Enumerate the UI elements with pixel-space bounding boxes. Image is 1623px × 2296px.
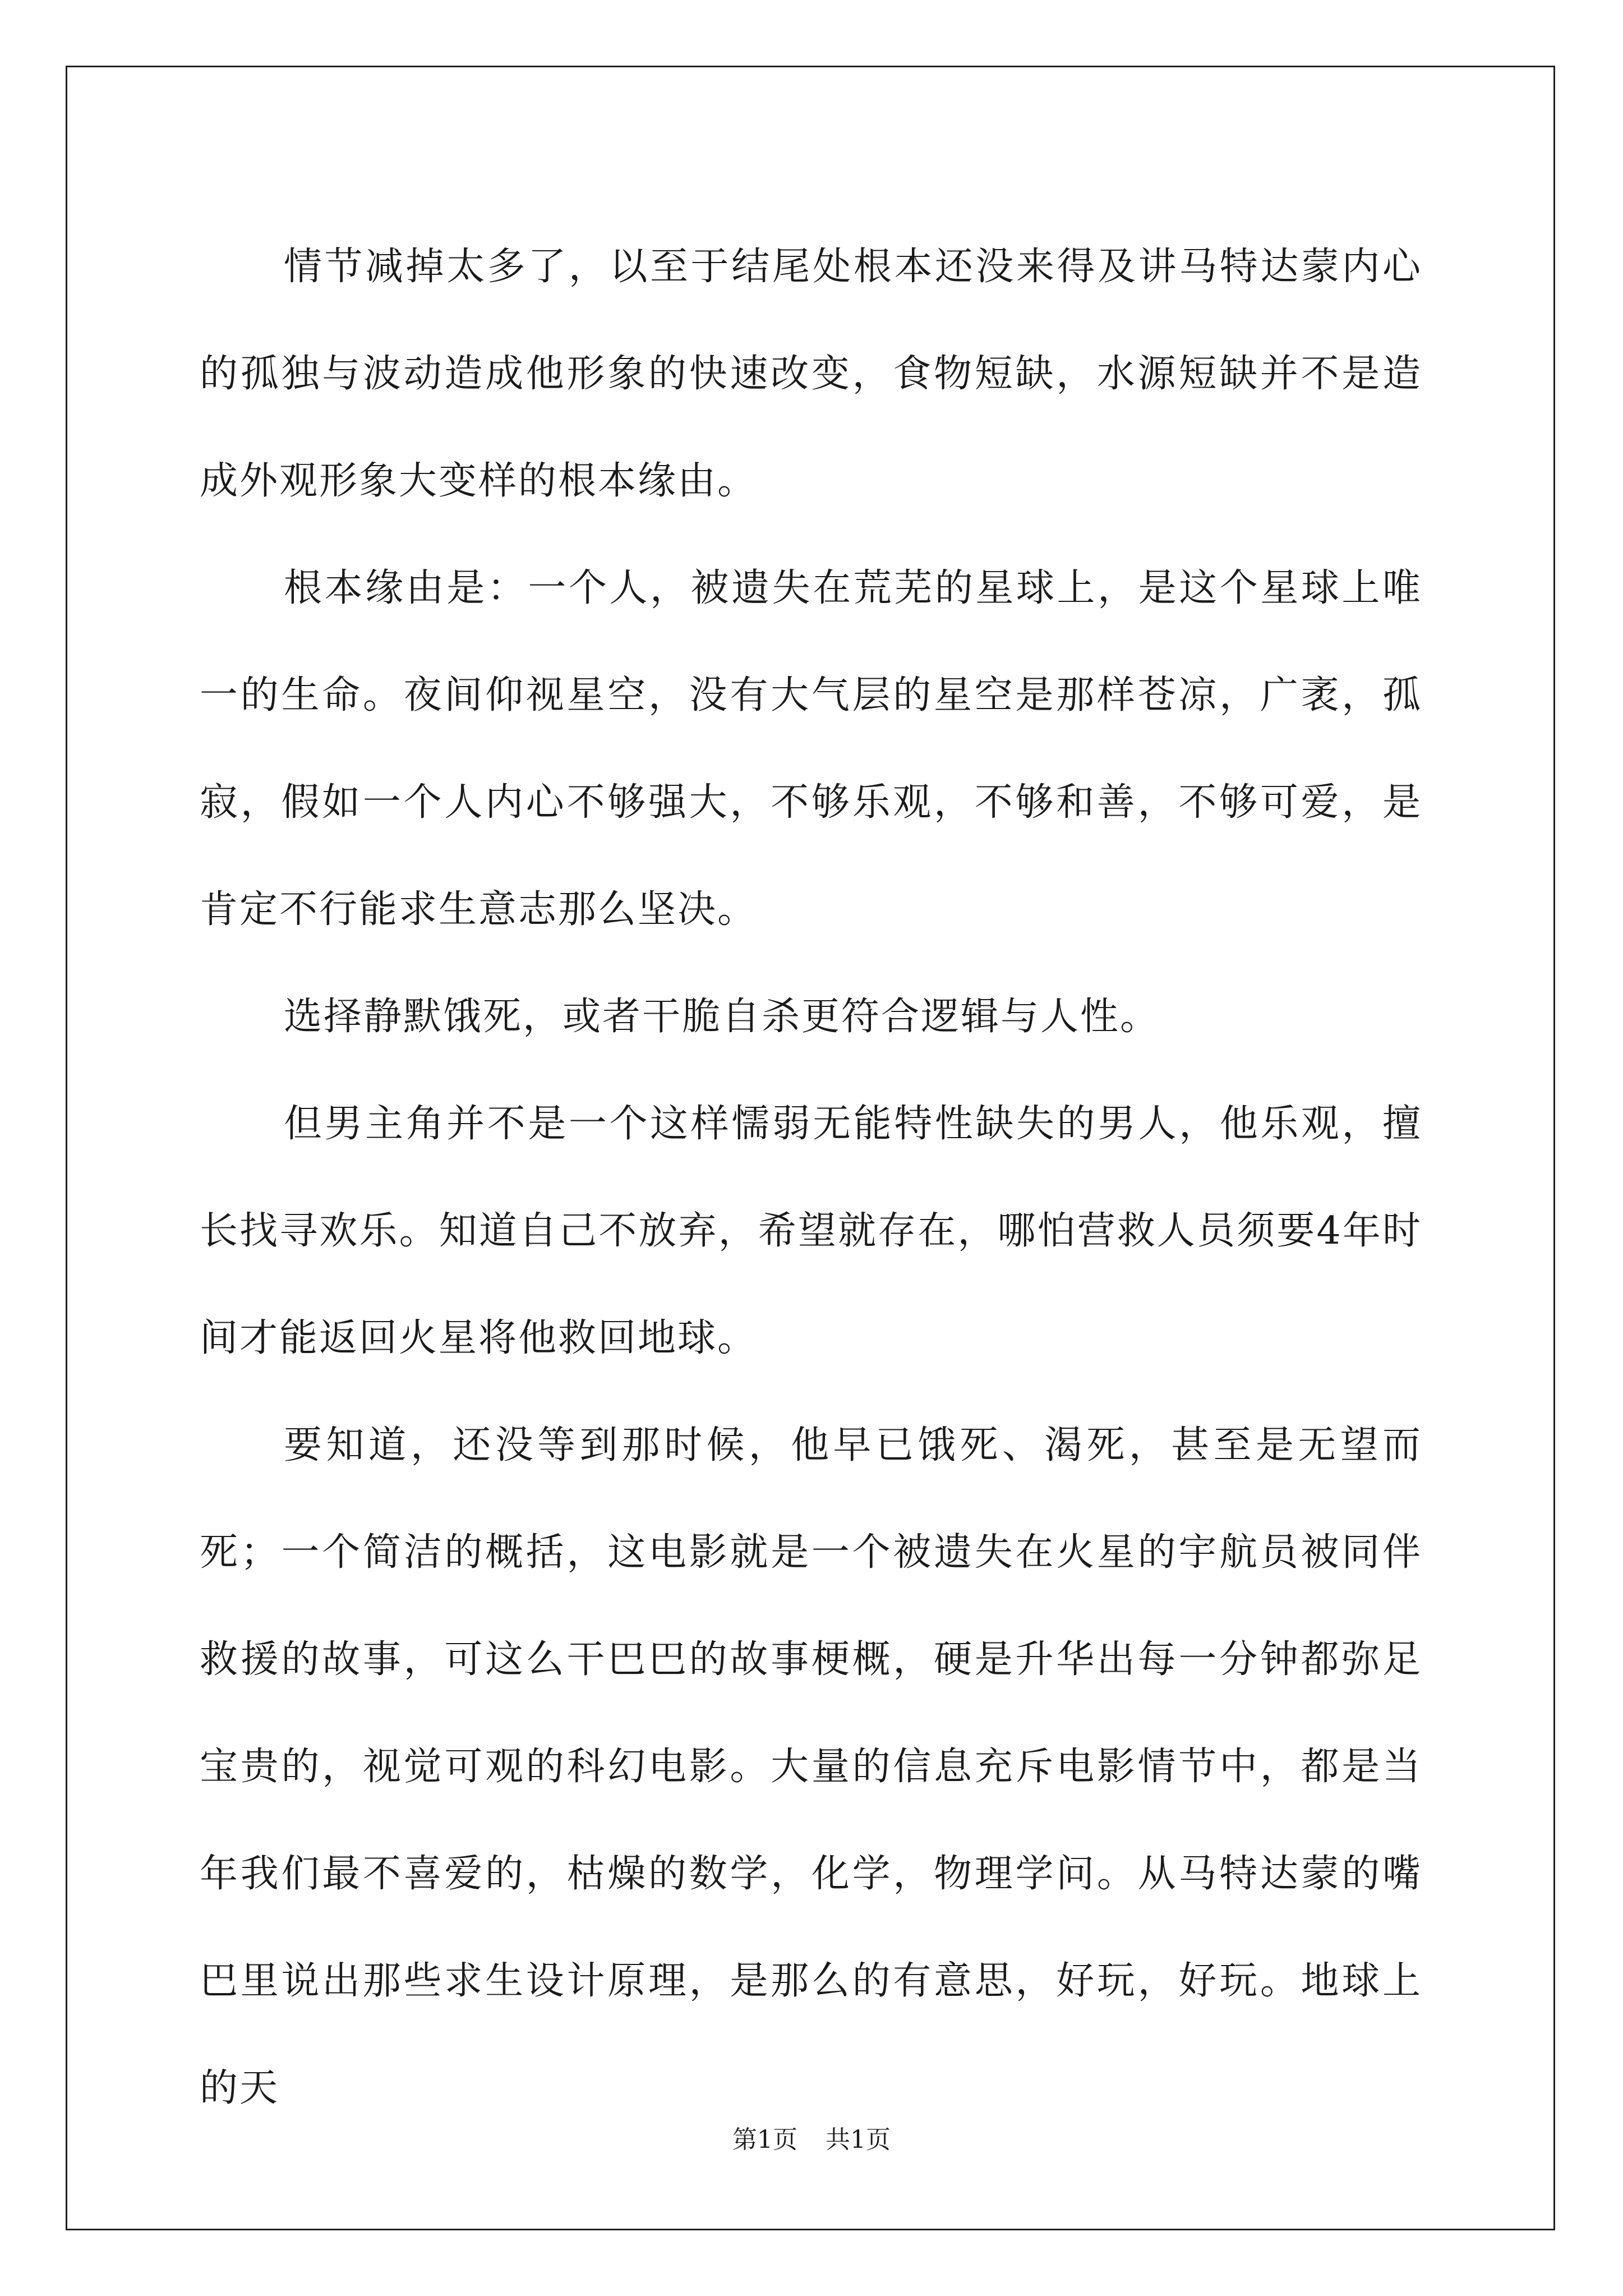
paragraph-1: 情节减掉太多了，以至于结尾处根本还没来得及讲马特达蒙内心的孤独与波动造成他形象的快速改变，食物短缺，水源短缺并不是造成外观形象大变样的根本缘由。	[200, 245, 1422, 503]
page-number: 第1页	[732, 2125, 797, 2154]
paragraph-3: 选择静默饿死，或者干脆自杀更符合逻辑与人性。	[284, 995, 1160, 1039]
page-footer	[0, 2123, 1623, 2157]
document-body	[200, 213, 1422, 2142]
paragraph-4: 但男主角并不是一个这样懦弱无能特性缺失的男人，他乐观，擅长找寻欢乐。知道自己不放弃，希望就存在，哪怕营救人员须要4年时间才能返回火星将他救回地球。	[200, 1102, 1422, 1360]
paragraph-5: 要知道，还没等到那时候，他早已饿死、渴死，甚至是无望而死；一个简洁的概括，这电影就是一个被遗失在火星的宇航员被同伴救援的故事，可这么干巴巴的故事梗概，硬是升华出每一分钟都弥足宝贵的，视觉可观的科幻电影。大量的信息充斥电影情节中，都是当年我们最不喜爱的，枯燥的数学，化学，物理学问。从马特达蒙的嘴巴里说出那些求生设计原理，是那么的有意思，好玩，好玩。地球上的天	[200, 1423, 1422, 2110]
paragraph-2: 根本缘由是：一个人，被遗失在荒芜的星球上，是这个星球上唯一的生命。夜间仰视星空，没有大气层的星空是那样苍凉，广袤，孤寂，假如一个人内心不够强大，不够乐观，不够和善，不够可爱，是肯定不行能求生意志那么坚决。	[200, 566, 1422, 932]
page-total: 共1页	[826, 2125, 891, 2154]
